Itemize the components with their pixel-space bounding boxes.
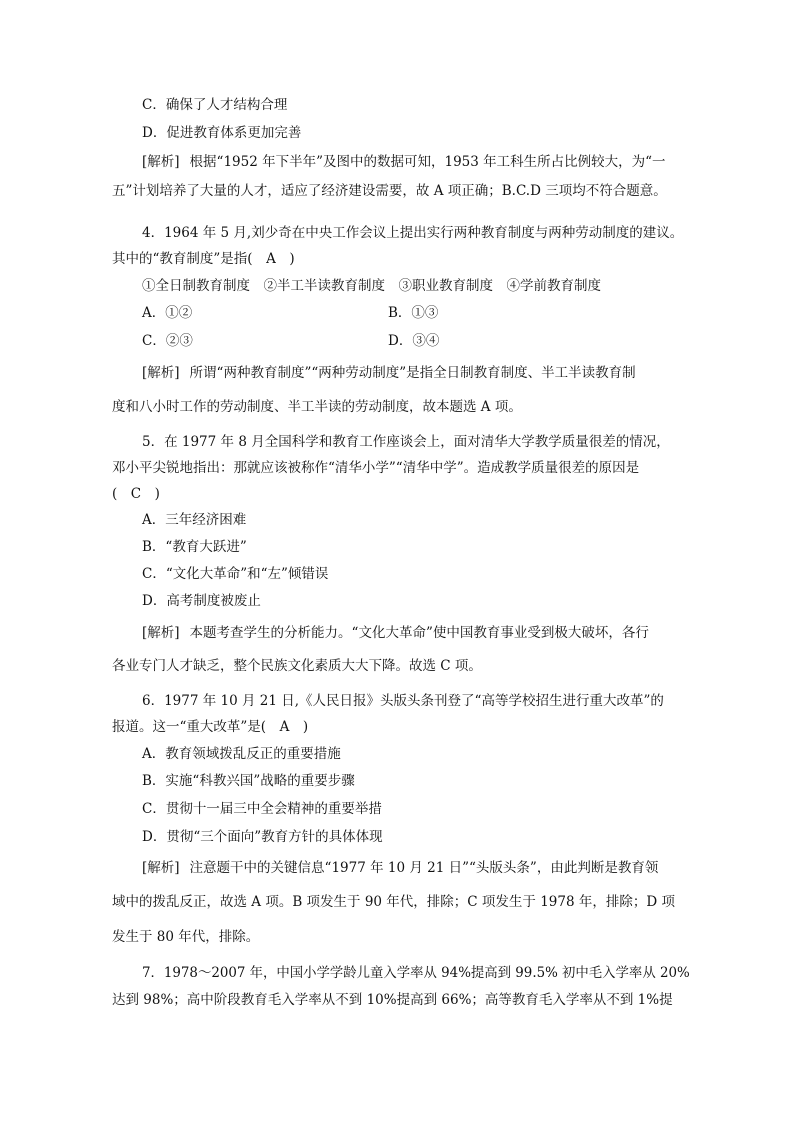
q4-stem-line-1: 4．1964 年 5 月,刘少奇在中央工作会议上提出实行两种教育制度与两种劳动制度的建议。	[142, 225, 684, 241]
q5-stem-line-3: ( C )	[112, 486, 160, 502]
q5-option-b: B．“教育大跃进”	[142, 539, 247, 555]
q5-analysis-line-2: 各业专门人才缺乏，整个民族文化素质大大下降。故选 C 项。	[112, 658, 482, 674]
q4-option-a: A．①②	[142, 305, 193, 321]
q6-analysis-line-1	[142, 859, 658, 877]
q5-stem-line-1: 5．在 1977 年 8 月全国科学和教育工作座谈会上，面对清华大学教学质量很差的情况，	[142, 434, 670, 450]
q4-stem-line-2: 其中的“教育制度”是指( A )	[112, 251, 295, 267]
analysis-tag: [解析]	[142, 625, 180, 641]
q6-option-a: A．教育领域拨乱反正的重要措施	[142, 746, 341, 762]
q4-option-b: B．①③	[388, 305, 439, 321]
q4-analysis-line-1	[142, 364, 636, 382]
prev-analysis-line-1	[142, 153, 666, 171]
q5-option-c: C．“文化大革命”和“左”倾错误	[142, 566, 329, 582]
q5-option-a: A．三年经济困难	[142, 512, 247, 528]
analysis-tag: [解析]	[142, 154, 180, 170]
q6-stem-line-2: 报道。这一“重大改革”是( A )	[112, 719, 309, 735]
prev-option-d: D．促进教育体系更加完善	[142, 125, 302, 141]
q6-option-c: C．贯彻十一届三中全会精神的重要举措	[142, 801, 382, 817]
analysis-text: 本题考查学生的分析能力。“文化大革命”使中国教育事业受到极大破坏，各行	[189, 625, 649, 641]
analysis-tag: [解析]	[142, 860, 180, 876]
q6-analysis-line-2: 域中的拨乱反正，故选 A 项。B 项发生于 90 年代，排除；C 项发生于 1978 年，排除；D 项	[112, 894, 675, 910]
analysis-text: 所谓“两种教育制度”“两种劳动制度”是指全日制教育制度、半工半读教育制	[189, 365, 636, 381]
q4-option-c: C．②③	[142, 333, 193, 349]
q5-analysis-line-1	[142, 624, 649, 642]
q7-stem-line-2: 达到 98%；高中阶段教育毛入学率从不到 10%提高到 66%；高等教育毛入学率从不到 1%提	[112, 992, 673, 1008]
q6-option-d: D．贯彻“三个面向”教育方针的具体体现	[142, 829, 383, 845]
analysis-text: 注意题干中的关键信息“1977 年 10 月 21 日”“头版头条”，由此判断是教育领	[189, 860, 659, 876]
q4-option-d: D．③④	[388, 333, 440, 349]
q4-analysis-line-2: 度和八小时工作的劳动制度、半工半读的劳动制度，故本题选 A 项。	[112, 399, 522, 415]
q6-analysis-line-3: 发生于 80 年代，排除。	[112, 929, 260, 945]
prev-option-c: C．确保了人才结构合理	[142, 97, 288, 113]
analysis-text: 根据“1952 年下半年”及图中的数据可知，1953 年工科生所占比例较大，为“一	[189, 154, 666, 170]
q5-stem-line-2: 邓小平尖锐地指出：那就应该被称作“清华小学”“清华中学”。造成教学质量很差的原因是	[112, 460, 640, 476]
q5-option-d: D．高考制度被废止	[142, 593, 261, 609]
prev-analysis-line-2: 五”计划培养了大量的人才，适应了经济建设需要，故 A 项正确；B.C.D 三项均不符合题意。	[112, 183, 667, 199]
q6-option-b: B．实施“科教兴国”战略的重要步骤	[142, 773, 355, 789]
q7-stem-line-1: 7．1978～2007 年，中国小学学龄儿童入学率从 94%提高到 99.5% 初中毛入学率从 20%	[142, 965, 690, 981]
q6-stem-line-1: 6．1977 年 10 月 21 日,《人民日报》头版头条刊登了“高等学校招生进行重大改革”的	[142, 693, 664, 709]
q4-items: ①全日制教育制度 ②半工半读教育制度 ③职业教育制度 ④学前教育制度	[142, 278, 601, 294]
analysis-tag: [解析]	[142, 365, 180, 381]
